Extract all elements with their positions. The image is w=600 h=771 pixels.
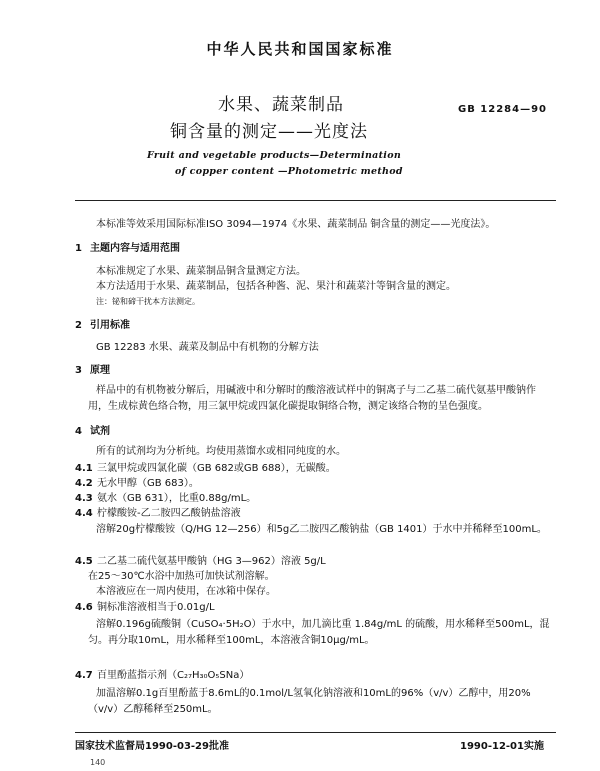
approval-date: 国家技术监督局1990-03-29批准: [75, 741, 229, 752]
section-1-para-1: 本标准规定了水果、蔬菜制品铜含量测定方法。: [96, 266, 306, 277]
item-4-6-description: 溶解0.196g硫酸铜（CuSO₄·5H₂O）于水中，加几滴比重 1.84g/mL 的硫酸，用水稀释至500mL，混匀。再分取10mL，用水稀释至100mL，本溶液含铜10μg/mL。: [88, 619, 550, 646]
item-4-4-number: 4.4: [75, 508, 93, 519]
item-4-5-description-1: 在25～30℃水浴中加热可加快试剂溶解。: [88, 571, 275, 582]
item-4-2-number: 4.2: [75, 478, 93, 489]
english-title-line-1: Fruit and vegetable products—Determination: [147, 150, 402, 161]
page-number: 140: [90, 758, 106, 767]
section-3-paragraph: 样品中的有机物被分解后，用碱液中和分解时的酸溶液试样中的铜离子与二乙基二硫代氨基甲酸钠作用，生成棕黄色络合物，用三氯甲烷或四氯化碳提取铜络合物，测定该络合物的呈色强度。: [88, 385, 536, 412]
item-4-1-number: 4.1: [75, 463, 93, 474]
item-4-4-text: 柠檬酸铵-乙二胺四乙酸钠盐溶液: [97, 508, 241, 519]
title-line-2: 铜含量的测定——光度法: [170, 122, 368, 142]
section-1-para-2: 本方法适用于水果、蔬菜制品，包括各种酱、泥、果汁和蔬菜汁等铜含量的测定。: [96, 281, 456, 292]
item-4-4-description: 溶解20g柠檬酸铵（Q/HG 12—256）和5g乙二胺四乙酸钠盐（GB 1401）于水中并稀释至100mL。: [96, 524, 547, 535]
english-title-line-2: of copper content —Photometric method: [175, 166, 403, 177]
intro-paragraph: 本标准等效采用国际标准ISO 3094—1974《水果、蔬菜制品 铜含量的测定——光度法》。: [96, 219, 496, 230]
section-4-intro: 所有的试剂均为分析纯。均使用蒸馏水或相同纯度的水。: [96, 446, 346, 457]
effective-date: 1990-12-01实施: [460, 741, 544, 752]
section-1-note: 注：铋和碲干扰本方法测定。: [96, 297, 200, 306]
section-1-title: 主题内容与适用范围: [90, 243, 180, 254]
item-4-6-number: 4.6: [75, 602, 93, 613]
item-4-5-description-2: 本溶液应在一周内使用，在冰箱中保存。: [96, 586, 276, 597]
footer-divider: [75, 732, 556, 733]
section-1-number: 1: [75, 243, 82, 254]
item-4-5-text: 二乙基二硫代氨基甲酸钠（HG 3—962）溶液 5g/L: [97, 556, 326, 567]
header-divider: [75, 200, 556, 201]
item-4-3-number: 4.3: [75, 493, 93, 504]
section-2-number: 2: [75, 320, 82, 331]
item-4-3-text: 氨水（GB 631），比重0.88g/mL。: [97, 493, 257, 504]
title-line-1: 水果、蔬菜制品: [218, 95, 344, 115]
section-3-number: 3: [75, 365, 82, 376]
standard-number: GB 12284—90: [458, 104, 548, 115]
item-4-7-text: 百里酚蓝指示剂（C₂₇H₃₀O₅SNa）: [97, 670, 250, 681]
item-4-2-text: 无水甲醇（GB 683）。: [97, 478, 199, 489]
section-4-number: 4: [75, 426, 82, 437]
section-4-title: 试剂: [90, 426, 110, 437]
item-4-7-number: 4.7: [75, 670, 93, 681]
section-2-reference: GB 12283 水果、蔬菜及制品中有机物的分解方法: [96, 342, 319, 353]
item-4-5-number: 4.5: [75, 556, 93, 567]
item-4-1-text: 三氯甲烷或四氯化碳（GB 682或GB 688），无碳酸。: [97, 463, 336, 474]
item-4-7-description: 加温溶解0.1g百里酚蓝于8.6mL的0.1mol/L氢氧化钠溶液和10mL的96%（v/v）乙醇中，用20%（v/v）乙醇稀释至250mL。: [88, 688, 531, 715]
section-2-title: 引用标准: [90, 320, 130, 331]
section-3-title: 原理: [90, 365, 110, 376]
issuing-authority-header: 中华人民共和国国家标准: [206, 40, 394, 58]
item-4-6-text: 铜标准溶液相当于0.01g/L: [97, 602, 215, 613]
